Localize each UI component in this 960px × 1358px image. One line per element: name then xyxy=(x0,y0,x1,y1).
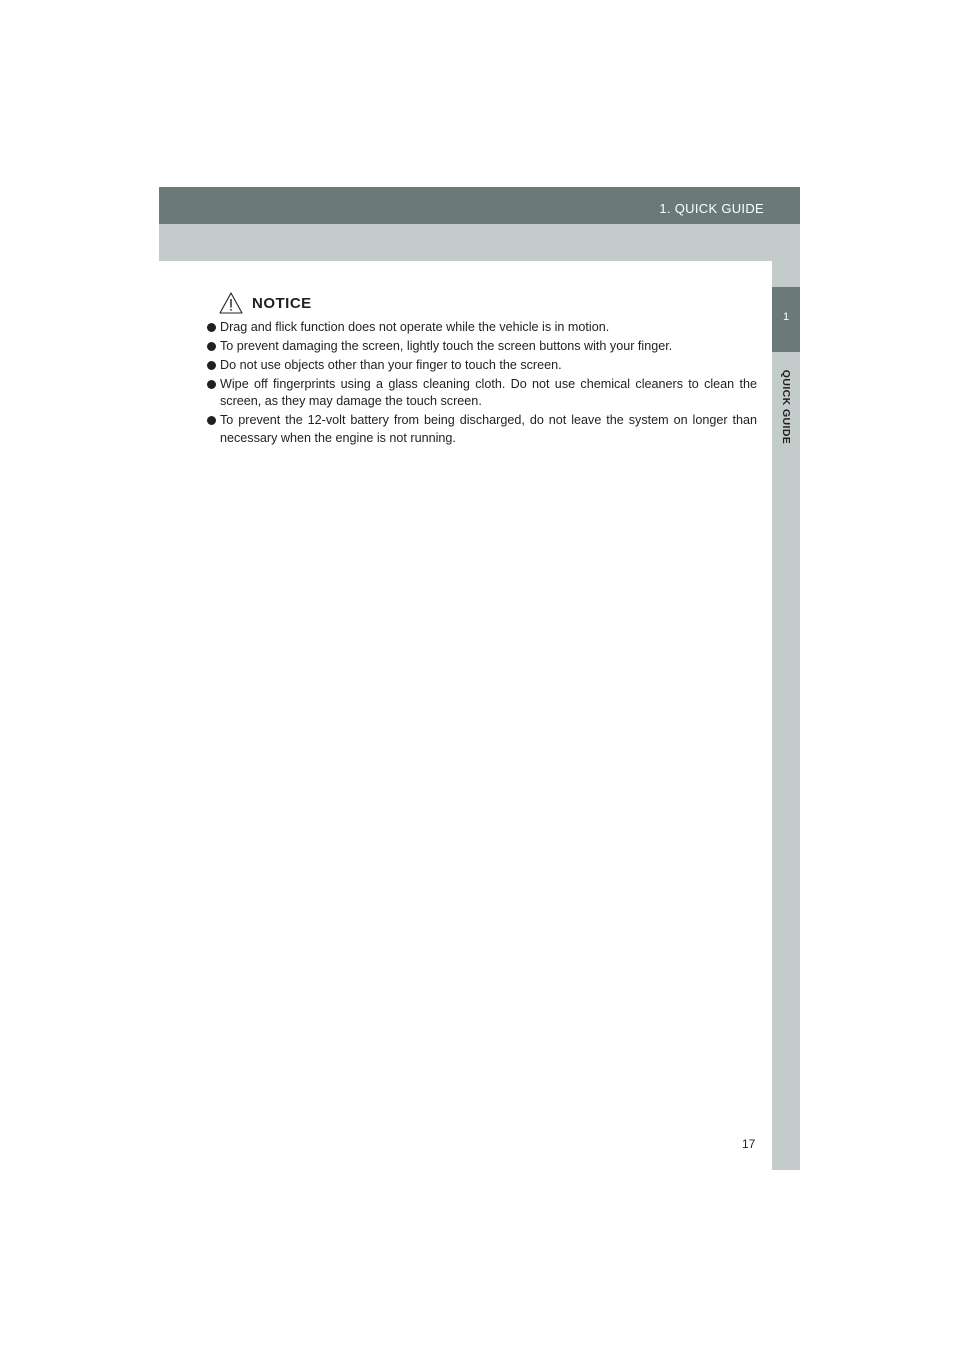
bullet-icon xyxy=(207,361,216,370)
list-item xyxy=(207,376,757,411)
bullet-icon xyxy=(207,323,216,332)
page-header xyxy=(159,187,800,224)
warning-triangle-icon xyxy=(219,292,243,314)
chapter-number-block xyxy=(772,287,800,352)
page-number: 17 xyxy=(742,1137,756,1151)
list-item xyxy=(207,357,757,375)
notice-list xyxy=(207,319,757,447)
bullet-icon xyxy=(207,380,216,389)
list-item xyxy=(207,319,757,337)
chapter-label: QUICK GUIDE xyxy=(780,369,792,445)
bullet-icon xyxy=(207,416,216,425)
notice-text: To prevent damaging the screen, lightly touch the screen buttons with your finger. xyxy=(220,338,673,353)
notice-box xyxy=(207,290,757,449)
chapter-number: 1 xyxy=(782,311,790,323)
section-title: 1. QUICK GUIDE xyxy=(659,201,764,216)
list-item xyxy=(207,338,757,356)
notice-text: Do not use objects other than your finger to touch the screen. xyxy=(220,357,562,372)
header-band xyxy=(159,224,800,261)
notice-heading xyxy=(219,290,757,316)
notice-text: Drag and flick function does not operate while the vehicle is in motion. xyxy=(220,320,610,334)
notice-title: NOTICE xyxy=(252,294,312,312)
list-item xyxy=(207,412,757,447)
bullet-icon xyxy=(207,342,216,351)
notice-text: To prevent the 12-volt battery from being discharged, do not leave the system on longer than necessary when the engine is not running. xyxy=(220,413,757,445)
notice-text: Wipe off fingerprints using a glass cleaning cloth. Do not use chemical cleaners to clean the screen, as they may damage the touch screen. xyxy=(220,376,757,409)
